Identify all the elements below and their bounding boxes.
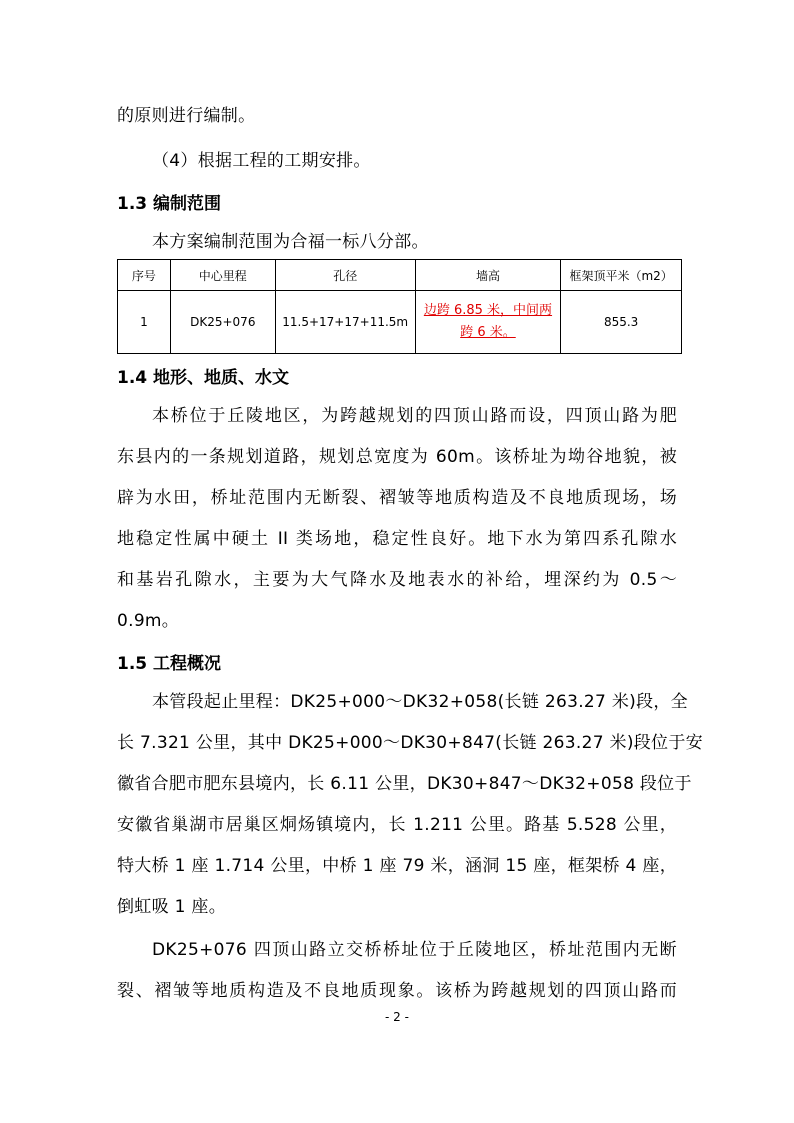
table-cell-wall-height — [415, 291, 561, 354]
wall-height-line-1: 边跨 6.85 米，中间两 — [423, 303, 553, 318]
section-heading-1-5: 1.5 工程概况 — [117, 654, 222, 674]
paragraph-line: 本桥位于丘陵地区，为跨越规划的四顶山路而设，四顶山路为肥 — [152, 406, 677, 426]
wall-height-line-2: 跨 6 米。 — [460, 325, 516, 340]
paragraph-line: 本管段起止里程：DK25+000～DK32+058(长链 263.27 米)段，全 — [152, 692, 688, 712]
paragraph-line: 裂、褶皱等地质构造及不良地质现象。该桥为跨越规划的四顶山路而 — [117, 981, 677, 1001]
table-header-cell: 墙高 — [415, 260, 561, 291]
page-number: - 2 - — [385, 1010, 409, 1024]
paragraph-line: 徽省合肥市肥东县境内，长 6.11 公里，DK30+847～DK32+058 段位于 — [117, 774, 692, 794]
paragraph-line: 和基岩孔隙水，主要为大气降水及地表水的补给，埋深约为 0.5～ — [117, 570, 677, 590]
table-header-cell: 中心里程 — [170, 260, 275, 291]
table-cell-area: 855.3 — [561, 291, 682, 354]
paragraph-line: DK25+076 四顶山路立交桥桥址位于丘陵地区，桥址范围内无断 — [152, 940, 677, 960]
table-cell-mileage: DK25+076 — [170, 291, 275, 354]
paragraph-line: 东县内的一条规划道路，规划总宽度为 60m。该桥址为坳谷地貌，被 — [117, 447, 677, 467]
table-header-cell: 孔径 — [275, 260, 415, 291]
table-header-cell: 序号 — [118, 260, 171, 291]
paragraph-line: 倒虹吸 1 座。 — [117, 897, 227, 917]
table-header-row — [118, 260, 682, 291]
paragraph-line: 长 7.321 公里，其中 DK25+000～DK30+847(长链 263.27 米)段位于安 — [117, 733, 703, 753]
list-item-4: （4）根据工程的工期安排。 — [152, 151, 371, 171]
table-cell-seq: 1 — [118, 291, 171, 354]
section-heading-1-4: 1.4 地形、地质、水文 — [117, 368, 290, 388]
paragraph-line: 辟为水田，桥址范围内无断裂、褶皱等地质构造及不良地质现场，场 — [117, 488, 677, 508]
section-heading-1-3: 1.3 编制范围 — [117, 194, 222, 214]
paragraph-line: 本方案编制范围为合福一标八分部。 — [152, 232, 429, 252]
table-cell-span: 11.5+17+17+11.5m — [275, 291, 415, 354]
paragraph-line: 安徽省巢湖市居巢区烔炀镇境内，长 1.211 公里。路基 5.528 公里， — [117, 815, 677, 835]
scope-table — [117, 259, 682, 354]
table-header-cell: 框架顶平米（m2） — [561, 260, 682, 291]
paragraph-line: 特大桥 1 座 1.714 公里，中桥 1 座 79 米，涵洞 15 座，框架桥 4 座， — [117, 856, 677, 876]
paragraph-line: 0.9m。 — [117, 611, 180, 631]
paragraph-line: 的原则进行编制。 — [117, 106, 256, 126]
table-row — [118, 291, 682, 354]
paragraph-line: 地稳定性属中硬土 II 类场地，稳定性良好。地下水为第四系孔隙水 — [117, 529, 677, 549]
